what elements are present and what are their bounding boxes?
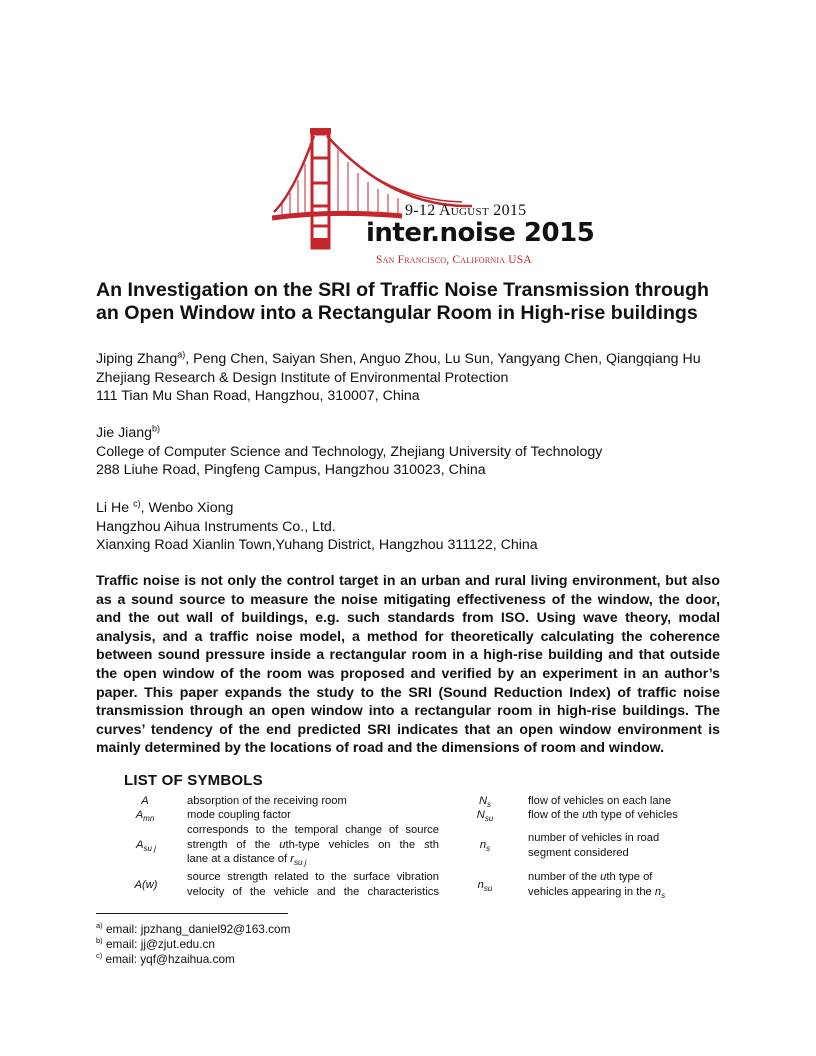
symbol-name: $A_{su j}$ [136, 839, 156, 854]
title-line-1: An Investigation on the SRI of Traffic Noise Transmission through [96, 279, 709, 301]
author-names: Jie Jiang$^{b)}$ [96, 423, 161, 441]
author-affiliation: Zhejiang Research & Design Institute of Environmental Protection [96, 369, 509, 386]
symbol-name: $A_{mn}$ [135, 809, 155, 824]
author-address: Xianxing Road Xianlin Town,Yuhang District, Hangzhou 311122, China [96, 537, 538, 553]
symbol-name: $N_s$ [478, 795, 492, 810]
conference-date: 9-12 August 2015 [405, 202, 527, 219]
author-names: Jiping Zhang$^{a)}$, Peng Chen, Saiyan Shen, Anguo Zhou, Lu Sun, Yangyang Chen, Qiangqiang Hu [96, 349, 701, 367]
footnote-divider [96, 913, 288, 914]
symbol-desc: source strength related to the surface vibration velocity of the vehicle and the characteristics [187, 871, 439, 898]
author-names: Li He $^{c)}$, Wenbo Xiong [96, 498, 234, 516]
symbol-desc: corresponds to the temporal change of source strength of the uth-type vehicles on the sth lane at a distance of $r_{su j}$ [187, 824, 439, 868]
author-address: 288 Liuhe Road, Pingfeng Campus, Hangzhou 310023, China [96, 462, 486, 478]
symbols-heading: LIST OF SYMBOLS [124, 772, 263, 789]
author-group-3 [96, 499, 538, 555]
footnote-c: $^{c)}$ email: yqf@hzaihua.com [96, 951, 235, 966]
conference-location: San Francisco, California USA [376, 254, 532, 266]
author-affiliation: College of Computer Science and Technology, Zhejiang University of Technology [96, 443, 603, 460]
conference-brand: inter.noise 2015 [366, 218, 595, 248]
footnote-b: $^{b)}$ email: jj@zjut.edu.cn [96, 936, 215, 951]
paper-title [96, 279, 736, 325]
symbol-desc: number of vehicles in road segment considered [528, 832, 660, 859]
symbol-desc: number of the uth type of vehicles appearing in the $n_s$ [528, 871, 666, 900]
symbol-name: A(w) [134, 879, 158, 891]
symbol-desc: flow of the uth type of vehicles [528, 809, 678, 821]
title-line-2: an Open Window into a Rectangular Room in High-rise buildings [96, 302, 698, 324]
footnote-a: $^{a)}$ email: jpzhang_daniel92@163.com [96, 921, 291, 936]
abstract: Traffic noise is not only the control target in an urban and rural living environment, but also as a sound source to measure the noise mitigating effectiveness of the window, the door, and the out wall of buildings, e.g. such standards from ISO. Using wave theory, modal analysis, and a traffic noise model, a method for theoretically calculating the coherence between sound pressure inside a rectangular room in a high-rise building and that outside the open window of the room was proposed and verified by an experiment in an author’s paper. This paper expands the study to the SRI (Sound Reduction Index) of traffic noise transmission through an open window into a rectangular room in high-rise buildings. The curves’ tendency of the end predicted SRI indicates that an open window environment is mainly determined by the locations of road and the dimensions of room and window. [96, 572, 720, 756]
conference-logo [272, 128, 595, 268]
symbol-desc: mode coupling factor [187, 809, 291, 821]
symbol-desc: flow of vehicles on each lane [528, 795, 672, 807]
author-address: 111 Tian Mu Shan Road, Hangzhou, 310007, China [96, 388, 420, 404]
author-affiliation: Hangzhou Aihua Instruments Co., Ltd. [96, 518, 336, 535]
author-group-1 [96, 350, 701, 406]
symbol-name: $n_{su}$ [477, 879, 493, 894]
symbol-name: $N_{su}$ [476, 809, 494, 824]
symbol-name: A [141, 795, 149, 807]
author-group-2 [96, 424, 602, 480]
symbol-desc: absorption of the receiving room [187, 795, 347, 807]
symbol-name: $n_s$ [479, 839, 491, 854]
